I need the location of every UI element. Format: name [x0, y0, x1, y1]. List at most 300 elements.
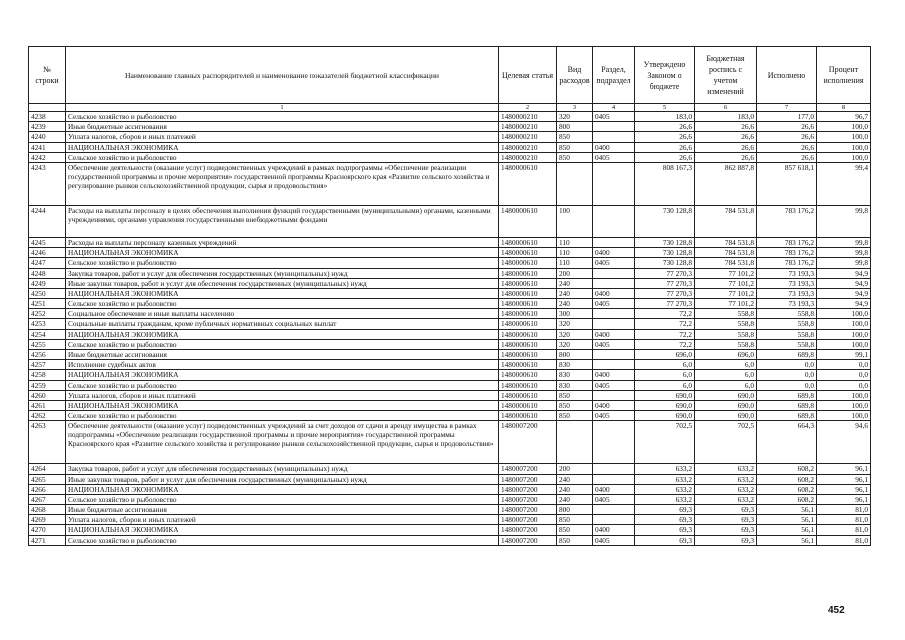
approved-amount: 77 270,3 — [635, 288, 695, 298]
section-code — [593, 268, 635, 278]
section-code: 0400 — [593, 142, 635, 152]
expense-type: 800 — [557, 122, 593, 132]
row-name: НАЦИОНАЛЬНАЯ ЭКОНОМИКА — [66, 525, 499, 535]
expense-type: 300 — [557, 309, 593, 319]
row-name: Сельское хозяйство и рыболовство — [66, 152, 499, 162]
executed-amount: 0,0 — [757, 360, 817, 370]
budget-list-amount: 690,0 — [695, 411, 757, 421]
executed-amount: 783 176,2 — [757, 205, 817, 237]
table-row — [29, 494, 871, 504]
header-approved: Утверждено Законом о бюджете — [635, 47, 695, 104]
table-row — [29, 319, 871, 329]
section-code — [593, 350, 635, 360]
budget-list-amount: 69,3 — [695, 505, 757, 515]
expense-type: 850 — [557, 525, 593, 535]
expense-type: 200 — [557, 268, 593, 278]
row-number: 4253 — [29, 319, 66, 329]
row-name: НАЦИОНАЛЬНАЯ ЭКОНОМИКА — [66, 329, 499, 339]
target-article: 1480007200 — [499, 494, 557, 504]
execution-percent: 96,1 — [817, 464, 871, 474]
row-number: 4265 — [29, 474, 66, 484]
budget-list-amount: 26,6 — [695, 132, 757, 142]
budget-list-amount: 77 101,2 — [695, 299, 757, 309]
expense-type: 830 — [557, 370, 593, 380]
header-budget-list: Бюджетная роспись с учетом изменений — [695, 47, 757, 104]
row-name: Сельское хозяйство и рыболовство — [66, 258, 499, 268]
row-number: 4255 — [29, 339, 66, 349]
header-row-no: № строки — [29, 47, 66, 104]
row-name: Сельское хозяйство и рыболовство — [66, 339, 499, 349]
column-number-blank — [29, 104, 66, 112]
column-number: 1 — [66, 104, 499, 112]
row-name: Иные закупки товаров, работ и услуг для обеспечения государственных (муниципальных) нужд — [66, 474, 499, 484]
approved-amount: 730 128,8 — [635, 205, 695, 237]
section-code — [593, 309, 635, 319]
column-number: 2 — [499, 104, 557, 112]
approved-amount: 702,5 — [635, 421, 695, 464]
header-section: Раздел, подраздел — [593, 47, 635, 104]
section-code — [593, 421, 635, 464]
budget-list-amount: 77 101,2 — [695, 288, 757, 298]
table-row — [29, 390, 871, 400]
budget-list-amount: 6,0 — [695, 370, 757, 380]
expense-type: 850 — [557, 535, 593, 545]
expense-type: 240 — [557, 484, 593, 494]
budget-list-amount: 784 531,8 — [695, 258, 757, 268]
approved-amount: 730 128,8 — [635, 258, 695, 268]
row-name: НАЦИОНАЛЬНАЯ ЭКОНОМИКА — [66, 248, 499, 258]
target-article: 1480007200 — [499, 484, 557, 494]
approved-amount: 690,0 — [635, 411, 695, 421]
row-number: 4256 — [29, 350, 66, 360]
row-name: Иные бюджетные ассигнования — [66, 350, 499, 360]
execution-percent: 96,1 — [817, 474, 871, 484]
approved-amount: 69,3 — [635, 505, 695, 515]
execution-percent: 0,0 — [817, 360, 871, 370]
section-code — [593, 474, 635, 484]
expense-type: 850 — [557, 390, 593, 400]
budget-execution-table — [28, 46, 871, 546]
row-number: 4244 — [29, 205, 66, 237]
executed-amount: 56,1 — [757, 525, 817, 535]
table-row — [29, 329, 871, 339]
table-row — [29, 515, 871, 525]
target-article: 1480007200 — [499, 505, 557, 515]
target-article: 1480000610 — [499, 411, 557, 421]
section-code — [593, 205, 635, 237]
section-code — [593, 360, 635, 370]
execution-percent: 94,9 — [817, 288, 871, 298]
budget-list-amount: 6,0 — [695, 360, 757, 370]
row-number: 4243 — [29, 162, 66, 205]
budget-list-amount: 702,5 — [695, 421, 757, 464]
row-name: НАЦИОНАЛЬНАЯ ЭКОНОМИКА — [66, 288, 499, 298]
header-target-article: Целевая статья — [499, 47, 557, 104]
row-number: 4251 — [29, 299, 66, 309]
section-code: 0405 — [593, 411, 635, 421]
expense-type: 320 — [557, 112, 593, 122]
target-article: 1480000610 — [499, 370, 557, 380]
section-code — [593, 319, 635, 329]
row-name: Иные бюджетные ассигнования — [66, 122, 499, 132]
target-article: 1480007200 — [499, 464, 557, 474]
row-name: Сельское хозяйство и рыболовство — [66, 411, 499, 421]
target-article: 1480000610 — [499, 278, 557, 288]
approved-amount: 77 270,3 — [635, 299, 695, 309]
execution-percent: 100,0 — [817, 339, 871, 349]
row-name: НАЦИОНАЛЬНАЯ ЭКОНОМИКА — [66, 400, 499, 410]
expense-type: 800 — [557, 505, 593, 515]
execution-percent: 81,0 — [817, 515, 871, 525]
row-name: Закупка товаров, работ и услуг для обеспечения государственных (муниципальных) нужд — [66, 464, 499, 474]
approved-amount: 72,2 — [635, 329, 695, 339]
execution-percent: 100,0 — [817, 319, 871, 329]
approved-amount: 696,0 — [635, 350, 695, 360]
expense-type: 850 — [557, 132, 593, 142]
budget-list-amount: 77 101,2 — [695, 268, 757, 278]
section-code: 0400 — [593, 329, 635, 339]
execution-percent: 94,9 — [817, 278, 871, 288]
approved-amount: 26,6 — [635, 132, 695, 142]
row-name: Расходы на выплаты персоналу казенных учреждений — [66, 237, 499, 247]
section-code: 0400 — [593, 525, 635, 535]
row-number: 4266 — [29, 484, 66, 494]
executed-amount: 558,8 — [757, 329, 817, 339]
approved-amount: 69,3 — [635, 535, 695, 545]
executed-amount: 664,3 — [757, 421, 817, 464]
budget-list-amount: 633,2 — [695, 484, 757, 494]
executed-amount: 558,8 — [757, 319, 817, 329]
table-row — [29, 535, 871, 545]
budget-list-amount: 558,8 — [695, 319, 757, 329]
expense-type: 110 — [557, 237, 593, 247]
table-row — [29, 142, 871, 152]
expense-type: 110 — [557, 248, 593, 258]
approved-amount: 183,0 — [635, 112, 695, 122]
budget-list-amount: 6,0 — [695, 380, 757, 390]
executed-amount: 0,0 — [757, 370, 817, 380]
row-number: 4252 — [29, 309, 66, 319]
target-article: 1480000610 — [499, 268, 557, 278]
row-name: Иные бюджетные ассигнования — [66, 505, 499, 515]
row-number: 4242 — [29, 152, 66, 162]
expense-type: 200 — [557, 464, 593, 474]
execution-percent: 100,0 — [817, 122, 871, 132]
row-number: 4271 — [29, 535, 66, 545]
table-row — [29, 237, 871, 247]
section-code — [593, 390, 635, 400]
section-code: 0400 — [593, 370, 635, 380]
executed-amount: 783 176,2 — [757, 248, 817, 258]
column-number: 4 — [593, 104, 635, 112]
row-name: НАЦИОНАЛЬНАЯ ЭКОНОМИКА — [66, 484, 499, 494]
table-row — [29, 278, 871, 288]
expense-type: 800 — [557, 350, 593, 360]
executed-amount: 26,6 — [757, 142, 817, 152]
execution-percent: 100,0 — [817, 132, 871, 142]
row-number: 4263 — [29, 421, 66, 464]
table-row — [29, 248, 871, 258]
section-code: 0405 — [593, 494, 635, 504]
row-name: НАЦИОНАЛЬНАЯ ЭКОНОМИКА — [66, 142, 499, 152]
table-row — [29, 464, 871, 474]
expense-type: 240 — [557, 474, 593, 484]
row-number: 4238 — [29, 112, 66, 122]
expense-type: 850 — [557, 411, 593, 421]
section-code — [593, 278, 635, 288]
executed-amount: 73 193,3 — [757, 288, 817, 298]
expense-type — [557, 162, 593, 205]
table-row — [29, 350, 871, 360]
expense-type: 240 — [557, 494, 593, 504]
approved-amount: 730 128,8 — [635, 237, 695, 247]
approved-amount: 26,6 — [635, 152, 695, 162]
target-article: 1480000610 — [499, 350, 557, 360]
table-row — [29, 360, 871, 370]
executed-amount: 0,0 — [757, 380, 817, 390]
target-article: 1480007200 — [499, 535, 557, 545]
expense-type: 830 — [557, 360, 593, 370]
executed-amount: 56,1 — [757, 535, 817, 545]
budget-list-amount: 633,2 — [695, 494, 757, 504]
table-body — [29, 112, 871, 546]
execution-percent: 99,8 — [817, 248, 871, 258]
table-row — [29, 112, 871, 122]
execution-percent: 99,4 — [817, 162, 871, 205]
execution-percent: 100,0 — [817, 329, 871, 339]
target-article: 1480007200 — [499, 525, 557, 535]
table-row — [29, 525, 871, 535]
table-row — [29, 484, 871, 494]
section-code: 0405 — [593, 535, 635, 545]
target-article: 1480000610 — [499, 329, 557, 339]
table-row — [29, 400, 871, 410]
executed-amount: 689,8 — [757, 411, 817, 421]
approved-amount: 6,0 — [635, 370, 695, 380]
row-name: Уплата налогов, сборов и иных платежей — [66, 390, 499, 400]
approved-amount: 633,2 — [635, 474, 695, 484]
budget-list-amount: 26,6 — [695, 152, 757, 162]
expense-type: 830 — [557, 380, 593, 390]
approved-amount: 26,6 — [635, 142, 695, 152]
section-code: 0405 — [593, 152, 635, 162]
row-name: Обеспечение деятельности (оказание услуг) подведомственных учреждений в рамках подпрограммы «Обеспечение реализации государственной программы и прочие мероприятия» государственной программы Красноярского края «Развитие сельского хозяйства и регулирование рынков сельскохозяйственной продукции, сырья и продовольствия» — [66, 162, 499, 205]
table-row — [29, 421, 871, 464]
expense-type: 240 — [557, 299, 593, 309]
approved-amount: 6,0 — [635, 380, 695, 390]
row-number: 4260 — [29, 390, 66, 400]
budget-list-amount: 183,0 — [695, 112, 757, 122]
header-executed: Исполнено — [757, 47, 817, 104]
executed-amount: 26,6 — [757, 132, 817, 142]
execution-percent: 99,8 — [817, 258, 871, 268]
target-article: 1480000610 — [499, 258, 557, 268]
approved-amount: 72,2 — [635, 339, 695, 349]
target-article: 1480000210 — [499, 132, 557, 142]
execution-percent: 0,0 — [817, 370, 871, 380]
table-row — [29, 132, 871, 142]
budget-list-amount: 558,8 — [695, 339, 757, 349]
execution-percent: 96,1 — [817, 494, 871, 504]
row-number: 4270 — [29, 525, 66, 535]
expense-type: 100 — [557, 205, 593, 237]
execution-percent: 94,6 — [817, 421, 871, 464]
execution-percent: 100,0 — [817, 411, 871, 421]
execution-percent: 100,0 — [817, 142, 871, 152]
row-number: 4247 — [29, 258, 66, 268]
budget-list-amount: 558,8 — [695, 309, 757, 319]
budget-list-amount: 784 531,8 — [695, 205, 757, 237]
approved-amount: 69,3 — [635, 515, 695, 525]
executed-amount: 558,8 — [757, 309, 817, 319]
budget-list-amount: 558,8 — [695, 329, 757, 339]
section-code: 0405 — [593, 380, 635, 390]
section-code — [593, 505, 635, 515]
expense-type: 850 — [557, 400, 593, 410]
row-name: Социальное обеспечение и иные выплаты населению — [66, 309, 499, 319]
row-number: 4241 — [29, 142, 66, 152]
expense-type: 850 — [557, 142, 593, 152]
header-row — [29, 47, 871, 104]
row-name: Обеспечение деятельности (оказание услуг) подведомственных учреждений за счет доходов от сдачи в аренду имущества в рамках подпрограммы «Обеспечение реализации государственной программы и прочие мероприятия» государственной программы Красноярского края «Развитие сельского хозяйства и регулирование рынков сельскохозяйственной продукции, сырья и продовольствия» — [66, 421, 499, 464]
table-row — [29, 258, 871, 268]
approved-amount: 77 270,3 — [635, 268, 695, 278]
approved-amount: 633,2 — [635, 494, 695, 504]
approved-amount: 730 128,8 — [635, 248, 695, 258]
section-code: 0400 — [593, 400, 635, 410]
table-row — [29, 309, 871, 319]
expense-type: 320 — [557, 329, 593, 339]
expense-type: 240 — [557, 278, 593, 288]
target-article: 1480000210 — [499, 122, 557, 132]
table-row — [29, 474, 871, 484]
target-article: 1480000210 — [499, 142, 557, 152]
target-article: 1480000610 — [499, 360, 557, 370]
budget-list-amount: 784 531,8 — [695, 248, 757, 258]
executed-amount: 689,8 — [757, 350, 817, 360]
row-name: Закупка товаров, работ и услуг для обеспечения государственных (муниципальных) нужд — [66, 268, 499, 278]
table-row — [29, 122, 871, 132]
executed-amount: 177,0 — [757, 112, 817, 122]
budget-list-amount: 862 887,8 — [695, 162, 757, 205]
budget-list-amount: 69,3 — [695, 535, 757, 545]
target-article: 1480000610 — [499, 205, 557, 237]
execution-percent: 99,1 — [817, 350, 871, 360]
column-number: 7 — [757, 104, 817, 112]
approved-amount: 72,2 — [635, 319, 695, 329]
expense-type: 850 — [557, 515, 593, 525]
target-article: 1480000610 — [499, 288, 557, 298]
table-row — [29, 162, 871, 205]
table-row — [29, 152, 871, 162]
execution-percent: 96,1 — [817, 484, 871, 494]
executed-amount: 26,6 — [757, 122, 817, 132]
executed-amount: 73 193,3 — [757, 278, 817, 288]
row-name: Сельское хозяйство и рыболовство — [66, 112, 499, 122]
row-number: 4254 — [29, 329, 66, 339]
section-code: 0405 — [593, 299, 635, 309]
section-code — [593, 237, 635, 247]
section-code — [593, 464, 635, 474]
budget-list-amount: 633,2 — [695, 464, 757, 474]
approved-amount: 72,2 — [635, 309, 695, 319]
approved-amount: 77 270,3 — [635, 278, 695, 288]
executed-amount: 783 176,2 — [757, 237, 817, 247]
executed-amount: 608,2 — [757, 474, 817, 484]
row-name: Исполнение судебных актов — [66, 360, 499, 370]
row-number: 4262 — [29, 411, 66, 421]
execution-percent: 0,0 — [817, 380, 871, 390]
execution-percent: 100,0 — [817, 400, 871, 410]
executed-amount: 783 176,2 — [757, 258, 817, 268]
table-row — [29, 380, 871, 390]
expense-type: 240 — [557, 288, 593, 298]
table-row — [29, 505, 871, 515]
row-name: Иные закупки товаров, работ и услуг для обеспечения государственных (муниципальных) нужд — [66, 278, 499, 288]
row-number: 4240 — [29, 132, 66, 142]
table-row — [29, 370, 871, 380]
execution-percent: 94,9 — [817, 268, 871, 278]
expense-type: 320 — [557, 339, 593, 349]
budget-list-amount: 26,6 — [695, 122, 757, 132]
section-code — [593, 162, 635, 205]
execution-percent: 81,0 — [817, 525, 871, 535]
row-number: 4248 — [29, 268, 66, 278]
row-number: 4245 — [29, 237, 66, 247]
column-number: 6 — [695, 104, 757, 112]
row-number: 4257 — [29, 360, 66, 370]
approved-amount: 808 167,3 — [635, 162, 695, 205]
executed-amount: 73 193,3 — [757, 268, 817, 278]
row-number: 4264 — [29, 464, 66, 474]
execution-percent: 100,0 — [817, 152, 871, 162]
target-article: 1480000610 — [499, 248, 557, 258]
target-article: 1480000210 — [499, 152, 557, 162]
row-number: 4268 — [29, 505, 66, 515]
target-article: 1480007200 — [499, 474, 557, 484]
executed-amount: 608,2 — [757, 464, 817, 474]
target-article: 1480000610 — [499, 299, 557, 309]
execution-percent: 99,8 — [817, 237, 871, 247]
row-number: 4246 — [29, 248, 66, 258]
approved-amount: 633,2 — [635, 484, 695, 494]
header-name: Наименование главных распорядителей и наименование показателей бюджетной классификации — [66, 47, 499, 104]
budget-list-amount: 690,0 — [695, 390, 757, 400]
approved-amount: 690,0 — [635, 390, 695, 400]
target-article: 1480007200 — [499, 515, 557, 525]
row-number: 4250 — [29, 288, 66, 298]
table-row — [29, 299, 871, 309]
section-code — [593, 132, 635, 142]
executed-amount: 73 193,3 — [757, 299, 817, 309]
target-article: 1480000610 — [499, 319, 557, 329]
row-name: Уплата налогов, сборов и иных платежей — [66, 132, 499, 142]
budget-list-amount: 77 101,2 — [695, 278, 757, 288]
table-row — [29, 268, 871, 278]
budget-list-amount: 696,0 — [695, 350, 757, 360]
budget-list-amount: 26,6 — [695, 142, 757, 152]
section-code: 0405 — [593, 112, 635, 122]
row-number: 4259 — [29, 380, 66, 390]
section-code — [593, 515, 635, 525]
budget-list-amount: 690,0 — [695, 400, 757, 410]
column-number: 8 — [817, 104, 871, 112]
target-article: 1480000610 — [499, 390, 557, 400]
row-name: Расходы на выплаты персоналу в целях обеспечения выполнения функций государственными (муниципальными) органами, казенными учреждениями, органами управления государственными внебюджетными фондами — [66, 205, 499, 237]
approved-amount: 6,0 — [635, 360, 695, 370]
column-number: 3 — [557, 104, 593, 112]
column-number: 5 — [635, 104, 695, 112]
